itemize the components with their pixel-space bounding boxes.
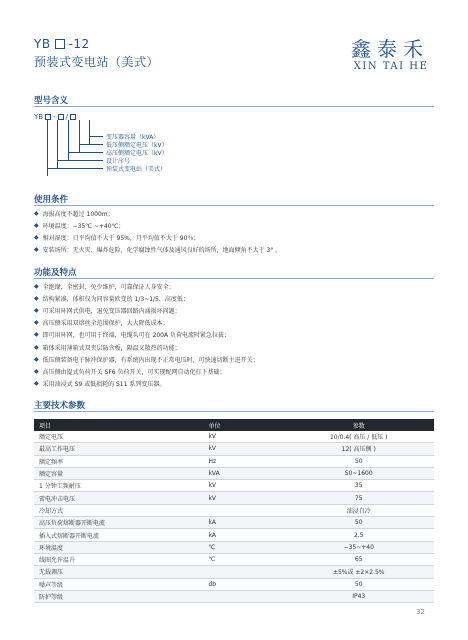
model-label: 高压侧额定电压（kV） [106, 150, 168, 157]
placeholder-box-icon [55, 39, 65, 49]
code-box-icon [45, 114, 51, 120]
table-row: 1 分钟工频耐压 kV 35 [34, 480, 434, 492]
table-row: 线圈允许温升 ℃ 65 [34, 553, 434, 565]
features-list [34, 280, 259, 390]
model-code-prefix: YB [34, 113, 44, 121]
model-code [34, 113, 76, 121]
brand-logo-cn: 鑫泰禾 [351, 37, 429, 61]
column-header: 参数 [283, 419, 434, 431]
table-row: 额定频率 Hz 50 [34, 455, 434, 467]
diamond-bullet-icon: ◆ [34, 233, 39, 241]
list-item: ◆ 全绝缘，全密封，免少维护，可靠保证人身安全； [34, 282, 175, 291]
list-item: ◆ 海拔高度不超过 1000m； [34, 209, 114, 218]
list-item: ◆ 结构紧凑，体积仅为同容量欧变的 1/3~1/5，高度低； [34, 294, 189, 303]
table-row: 插入式熔断器开断电流 kA 2.5 [34, 529, 434, 541]
model-label: 设计序号 [106, 158, 131, 165]
specs-table [34, 419, 434, 603]
list-item: ◆ 低压侧装备电子脉冲保护器，有系统内出现不正常电压时，可快速切断主进开关； [34, 355, 259, 364]
table-row: 冷却方式 油浸自冷 [34, 504, 434, 516]
table-row: 额定容量 kVA 50~1600 [34, 467, 434, 479]
model-label: 变压器容量（kVA） [106, 134, 160, 141]
product-title [34, 37, 90, 51]
diamond-bullet-icon: ◆ [34, 282, 39, 290]
list-item: ◆ 相对湿度：日平均值不大于 95%，月平均值不大于 90％； [34, 233, 200, 242]
column-header: 项目 [34, 419, 203, 431]
model-code-sep: / [65, 113, 68, 121]
table-row: 雷电冲击电压 kV 75 [34, 492, 434, 504]
diamond-bullet-icon: ◆ [34, 380, 39, 388]
title-prefix: YB [34, 37, 51, 51]
list-item: ◆ 采用油浸式 S9 或低损耗的 S11 系列变压器。 [34, 380, 166, 389]
title-suffix: -12 [68, 37, 90, 51]
brand-logo-en: XIN TAI HE [353, 61, 429, 72]
table-row: 额定电压 kV 10/0.4( 高压 / 低压 ) [34, 431, 434, 443]
table-row: 高压负荷熔断器开断电流 kA 50 [34, 517, 434, 529]
list-item: ◆ 即可用环网，也可用于终端，电缆头可在 200A 负荷电流时紧急拉拔； [34, 331, 230, 340]
code-box-icon [70, 114, 76, 120]
conditions-heading: 使用条件 [34, 195, 69, 205]
list-item: ◆ 可采用环网式供电，退免变压器回路内涌损坏问题； [34, 306, 181, 315]
diamond-bullet-icon: ◆ [34, 294, 39, 302]
diamond-bullet-icon: ◆ [34, 319, 39, 327]
diamond-bullet-icon: ◆ [34, 306, 39, 314]
model-code-sep: - [53, 113, 56, 121]
list-item: ◆ 高压侧由提式负荷开关 SF6 负荷开关，可实现配网自动化打下基础； [34, 367, 226, 376]
table-row: 噪声等级 db 50 [34, 578, 434, 590]
table-row: 无载调压 ±5%或 ±2×2.5% [34, 566, 434, 578]
list-item: ◆ 箱体采用薄箱式双夹层防含板，隔温又散热的功能； [34, 343, 181, 352]
diamond-bullet-icon: ◆ [34, 331, 39, 339]
diamond-bullet-icon: ◆ [34, 343, 39, 351]
section-divider [34, 106, 434, 107]
list-item: ◆ 高压侧采用双熔丝全范围保护，大大降低成本； [34, 319, 169, 328]
page-number: 32 [416, 608, 425, 616]
section-divider [34, 278, 434, 279]
table-row: 防护等级 IP43 [34, 590, 434, 602]
section-divider [34, 411, 434, 412]
list-item: ◆ 环境温度：−35℃ ~+40℃； [34, 221, 125, 230]
model-label: 预装式变电站（美式） [106, 166, 167, 173]
specs-heading: 主要技术参数 [34, 401, 86, 411]
diamond-bullet-icon: ◆ [34, 209, 39, 217]
conditions-list [34, 207, 281, 256]
diamond-bullet-icon: ◆ [34, 221, 39, 229]
features-heading: 功能及特点 [34, 268, 77, 278]
model-label: 低压侧额定电压（kV） [106, 142, 168, 149]
diamond-bullet-icon: ◆ [34, 246, 39, 254]
list-item: ◆ 安装场所：无火灾、爆炸危险，化学腐蚀性气体及通风良好的场所，地面倾角不大于 3° 。 [34, 246, 282, 255]
table-header-row [34, 419, 434, 431]
column-header: 单位 [203, 419, 283, 431]
product-subtitle: 预装式变电站（美式） [34, 55, 160, 69]
table-row: 最高工作电压 kV 12( 高压侧 ) [34, 443, 434, 455]
code-box-icon [58, 114, 64, 120]
table-row: 环境温度 ℃ −35~+40 [34, 541, 434, 553]
section-divider [34, 205, 434, 206]
diamond-bullet-icon: ◆ [34, 367, 39, 375]
diamond-bullet-icon: ◆ [34, 355, 39, 363]
model-heading: 型号含义 [34, 96, 69, 106]
